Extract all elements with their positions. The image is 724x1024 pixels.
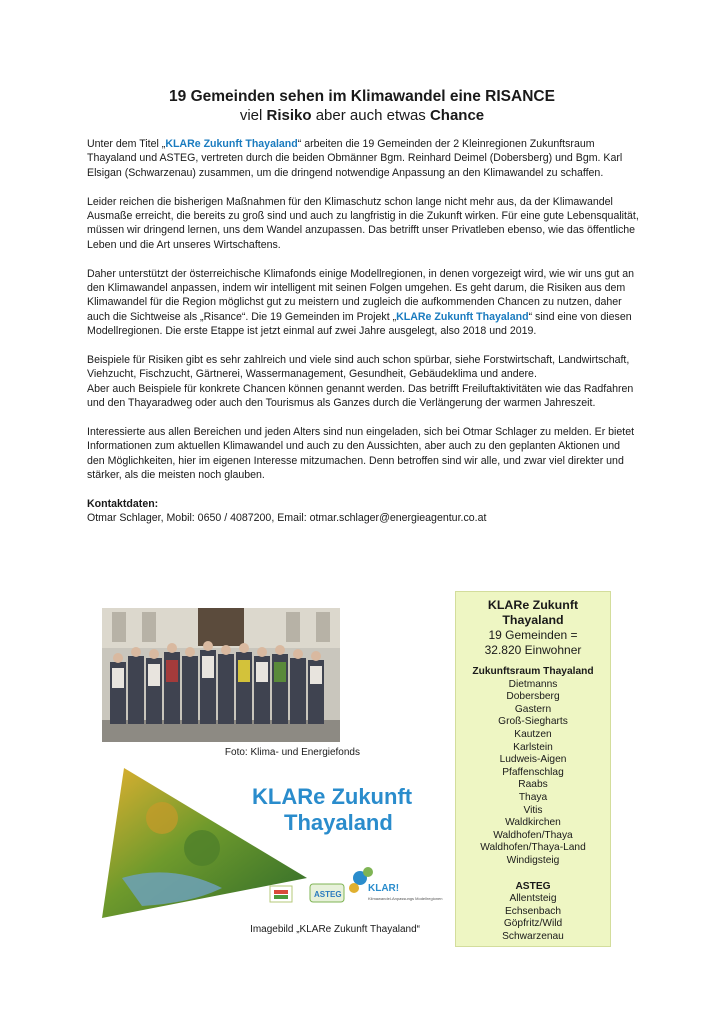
town-item: Waldhofen/Thaya-Land (480, 842, 586, 854)
photo-caption: Foto: Klima- und Energiefonds (224, 747, 360, 758)
town-item: Groß-Siegharts (498, 716, 568, 728)
town-item: Vitis (523, 804, 543, 816)
contact-label: Kontaktdaten: (87, 498, 159, 511)
infobox-population: 19 Gemeinden = (488, 628, 578, 642)
town-item: Waldhofen/Thaya (493, 829, 573, 841)
paragraph-invite: Interessierte aus allen Bereichen und jeden Alters sind nun eingeladen, sich bei Otmar Schlager zu melden. Er bietet Informationen zum aktuellen Klimawandel und auch zu den Aussichten, aber auch zu den geplanten Aktionen und den Möglichkeiten, hier im eigenen Interesse mitzumachen. Denn betroffen sind wir alle, und zwar viel direkter und stärker, als die meisten noch glauben. (87, 426, 635, 482)
infobox-section: Zukunftsraum Thayaland (472, 666, 594, 677)
town-item: Göpfritz/Wild (503, 918, 563, 930)
contact-line: Otmar Schlager, Mobil: 0650 / 4087200, Email: otmar.schlager@energieagentur.co.at (87, 512, 487, 525)
logo-caption: Imagebild „KLARe Zukunft Thayaland“ (250, 924, 420, 935)
group-photo (102, 608, 340, 742)
infobox-population: 32.820 Einwohner (484, 643, 582, 657)
town-item: Raabs (518, 779, 548, 791)
town-item: Windigsteig (506, 854, 560, 866)
town-item: Kautzen (514, 728, 552, 740)
klare-logo-image (102, 768, 443, 920)
region-infobox (455, 591, 611, 947)
town-item: Thaya (518, 791, 548, 803)
paragraph-intro: Unter dem Titel „KLARe Zukunft Thayaland“ arbeiten die 19 Gemeinden der 2 Kleinregionen Zukunftsraum Thayaland und ASTEG, vertreten durch die beiden Obmänner Bgm. Reinhard Deimel (Dobersberg) und Bgm. Karl Elsigan (Schwarzenau) zusammen, um die dringend notwendige Anpassung an den Klimawandel zu schaffen. (87, 138, 623, 179)
town-item: Ludweis-Aigen (499, 754, 567, 766)
infobox-section: ASTEG (515, 880, 551, 892)
paragraph-examples: Beispiele für Risiken gibt es sehr zahlreich und viele sind auch schon spürbar, siehe Forstwirtschaft, Landwirtschaft, Viehzucht, Fischzucht, Gärtnerei, Wassermanagement, Gesundheit, Gebäudeklima und andere. Aber auch Beispiele für konkrete Chancen können genannt werden. Das betrifft Freiluftaktivitäten wie das Radfahren und den Thayaradweg oder auch den Tourismus als Ganzes durch die Verlängerung der warmen Jahreszeit. (87, 354, 634, 410)
town-item: Allentsteig (509, 893, 557, 905)
project-name: KLARe Zukunft Thayaland (396, 310, 529, 323)
asteg-logo-text: ASTEG (314, 890, 342, 899)
subheadline: viel Risiko aber auch etwas Chance (239, 107, 485, 124)
klar-logo-text: KLAR! (368, 883, 400, 894)
town-item: Dietmanns (508, 678, 558, 690)
infobox-title: Thayaland (502, 613, 564, 627)
klar-logo-subtext: Klimawandel-Anpassungs Modellregionen (368, 896, 443, 901)
project-name: KLARe Zukunft Thayaland (165, 138, 298, 150)
logo-line1: KLARe Zukunft (252, 784, 413, 809)
paragraph-fund: Daher unterstützt der österreichische Klimafonds einige Modellregionen, in denen vorgezeigt wird, wie wir uns gut an den Klimawandel anpassen, indem wir intelligent mit seinen Folgen umgehen. Es geht darum, die Risiken aus dem Klimawandel für die Region möglichst gut zu meistern und zugleich die aufkommenden Chancen zu nutzen, daher auch die Sichtweise als „Risance“. Die 19 Gemeinden im Projekt „KLARe Zukunft Thayaland“ sind eine von diesen Modellregionen. Die erste Etappe ist jetzt einmal auf zwei Jahre ausgelegt, also 2018 und 2019. (87, 267, 635, 338)
paragraph-climate: Leider reichen die bisherigen Maßnahmen für den Klimaschutz schon lange nicht mehr aus, da der Klimawandel Ausmaße erreicht, die bereits zu groß sind und auch zu langfristig in die Zukunft wirken. Für eine gute Lebensqualität, müssen wir dringend lernen, uns dem Wandel anzupassen. Das betrifft unser Privatleben ebenso, wie das öffentliche Leben und die Art unseres Wirtschaftens. (87, 195, 639, 251)
town-item: Schwarzenau (502, 930, 564, 942)
logo-line2: Thayaland (284, 810, 393, 835)
town-item: Pfaffenschlag (502, 766, 564, 778)
infobox-title: KLARe Zukunft (487, 598, 579, 612)
town-item: Dobersberg (506, 691, 560, 703)
town-item: Gastern (514, 703, 552, 715)
headline: 19 Gemeinden sehen im Klimawandel eine RISANCE (169, 88, 555, 105)
town-item: Waldkirchen (505, 817, 561, 829)
town-item: Karlstein (513, 741, 553, 753)
article-body (87, 137, 639, 540)
town-item: Echsenbach (504, 905, 562, 917)
